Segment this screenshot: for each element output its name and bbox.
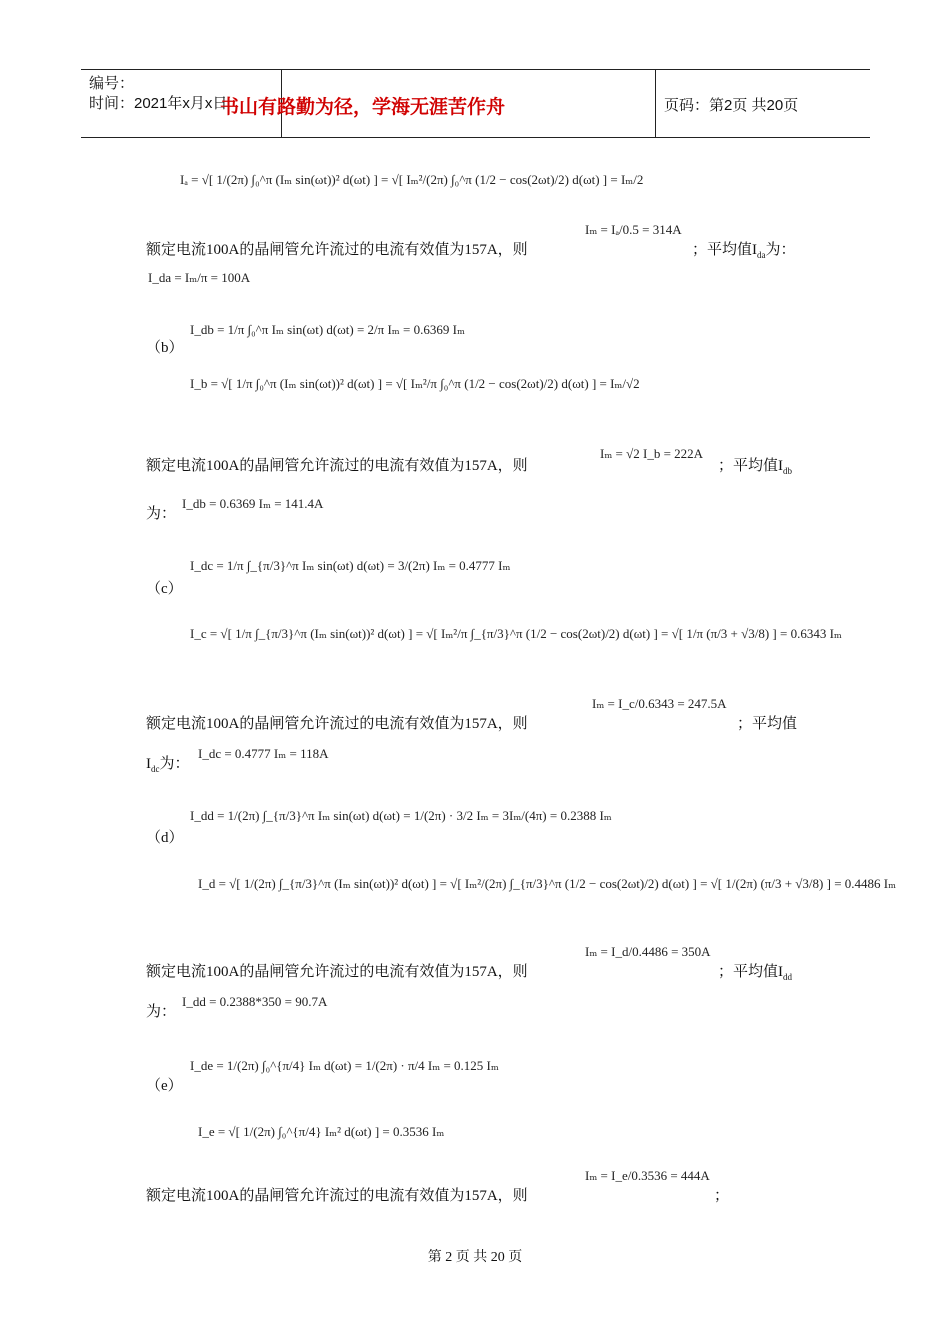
text-line-4-avg: ；平均值$I_{dd}$ <box>718 964 792 982</box>
text-line-4: 额定电流100A的晶闸管允许流过的电流有效值为157A，则 <box>146 964 528 980</box>
text-line-5-end: ； <box>714 1188 730 1204</box>
equation-idc: I_dc = 0.4777 Iₘ = 118A <box>198 746 329 761</box>
text-line-2-wei: 为： <box>146 506 177 522</box>
text-line-1-avg: ；平均值$I_{da}$为： <box>692 242 796 260</box>
equation-b-avg: I_db = 1/π ∫₀^π Iₘ sin(ωt) d(ωt) = 2/π Iₘ = 0.6369 Iₘ <box>190 322 465 337</box>
header-divider <box>655 70 656 137</box>
equation-im-5: Iₘ = I_e/0.3536 = 444A <box>585 1168 710 1183</box>
equation-idd: I_dd = 0.2388*350 = 90.7A <box>182 994 328 1009</box>
equation-e-avg: I_de = 1/(2π) ∫₀^{π/4} Iₘ d(ωt) = 1/(2π) · π/4 Iₘ = 0.125 Iₘ <box>190 1058 499 1073</box>
text-line-3: 额定电流100A的晶闸管允许流过的电流有效值为157A，则 <box>146 716 528 732</box>
equation-im-4: Iₘ = I_d/0.4486 = 350A <box>585 944 711 959</box>
text-line-2: 额定电流100A的晶闸管允许流过的电流有效值为157A，则 <box>146 458 528 474</box>
text-line-5: 额定电流100A的晶闸管允许流过的电流有效值为157A，则 <box>146 1188 528 1204</box>
text-line-2-avg: ；平均值$I_{db}$ <box>718 458 792 476</box>
equation-c-rms: I_c = √[ 1/π ∫_{π/3}^π (Iₘ sin(ωt))² d(ωt) ] = √[ Iₘ²/π ∫_{π/3}^π (1/2 − cos(2ωt)/2) d(ωt) ] = √[ 1/π (π/3 + √3/8) ] = 0.6343 Iₘ <box>190 626 842 641</box>
motto: 书山有路勤为径，学海无涯苦作舟 <box>220 96 506 118</box>
equation-b-rms: I_b = √[ 1/π ∫₀^π (Iₘ sin(ωt))² d(ωt) ] = √[ Iₘ²/π ∫₀^π (1/2 − cos(2ωt)/2) d(ωt) ] = Iₘ/√2 <box>190 376 640 391</box>
number-label: 编号： <box>89 75 135 92</box>
equation-d-rms: I_d = √[ 1/(2π) ∫_{π/3}^π (Iₘ sin(ωt))² d(ωt) ] = √[ Iₘ²/(2π) ∫_{π/3}^π (1/2 − cos(2ωt)/2) d(ωt) ] = √[ 1/(2π) (π/3 + √3/8) ] = 0.4486 Iₘ <box>198 876 897 891</box>
equation-im-3: Iₘ = I_c/0.6343 = 247.5A <box>592 696 727 711</box>
label-d: （d） <box>146 830 184 846</box>
text-line-3-avg: ；平均值 <box>737 716 798 732</box>
page-info: 页码：第2页 共20页 <box>664 97 799 114</box>
label-e: （e） <box>146 1078 183 1094</box>
label-b: （b） <box>146 340 184 356</box>
equation-im-1: Iₘ = Iₐ/0.5 = 314A <box>585 222 682 237</box>
equation-c-avg: I_dc = 1/π ∫_{π/3}^π Iₘ sin(ωt) d(ωt) = 3/(2π) Iₘ = 0.4777 Iₘ <box>190 558 511 573</box>
equation-a-rms: Iₐ = √[ 1/(2π) ∫₀^π (Iₘ sin(ωt))² d(ωt) ] = √[ Iₘ²/(2π) ∫₀^π (1/2 − cos(2ωt)/2) d(ωt) ] = Iₘ/2 <box>180 172 644 187</box>
equation-im-2: Iₘ = √2 I_b = 222A <box>600 446 704 461</box>
text-line-3-idc: $I_{dc}$为： <box>146 756 190 774</box>
equation-d-avg: I_dd = 1/(2π) ∫_{π/3}^π Iₘ sin(ωt) d(ωt) = 1/(2π) · 3/2 Iₘ = 3Iₘ/(4π) = 0.2388 Iₘ <box>190 808 612 823</box>
time-label: 时间：2021年x月x日 <box>89 95 228 112</box>
page-footer: 第 2 页 共 20 页 <box>427 1250 523 1265</box>
text-line-1: 额定电流100A的晶闸管允许流过的电流有效值为157A，则 <box>146 242 528 258</box>
equation-idb: I_db = 0.6369 Iₘ = 141.4A <box>182 496 324 511</box>
equation-e-rms: I_e = √[ 1/(2π) ∫₀^{π/4} Iₘ² d(ωt) ] = 0.3536 Iₘ <box>198 1124 445 1139</box>
text-line-4-wei: 为： <box>146 1004 177 1020</box>
equation-ida: I_da = Iₘ/π = 100A <box>148 270 251 285</box>
label-c: （c） <box>146 581 183 597</box>
